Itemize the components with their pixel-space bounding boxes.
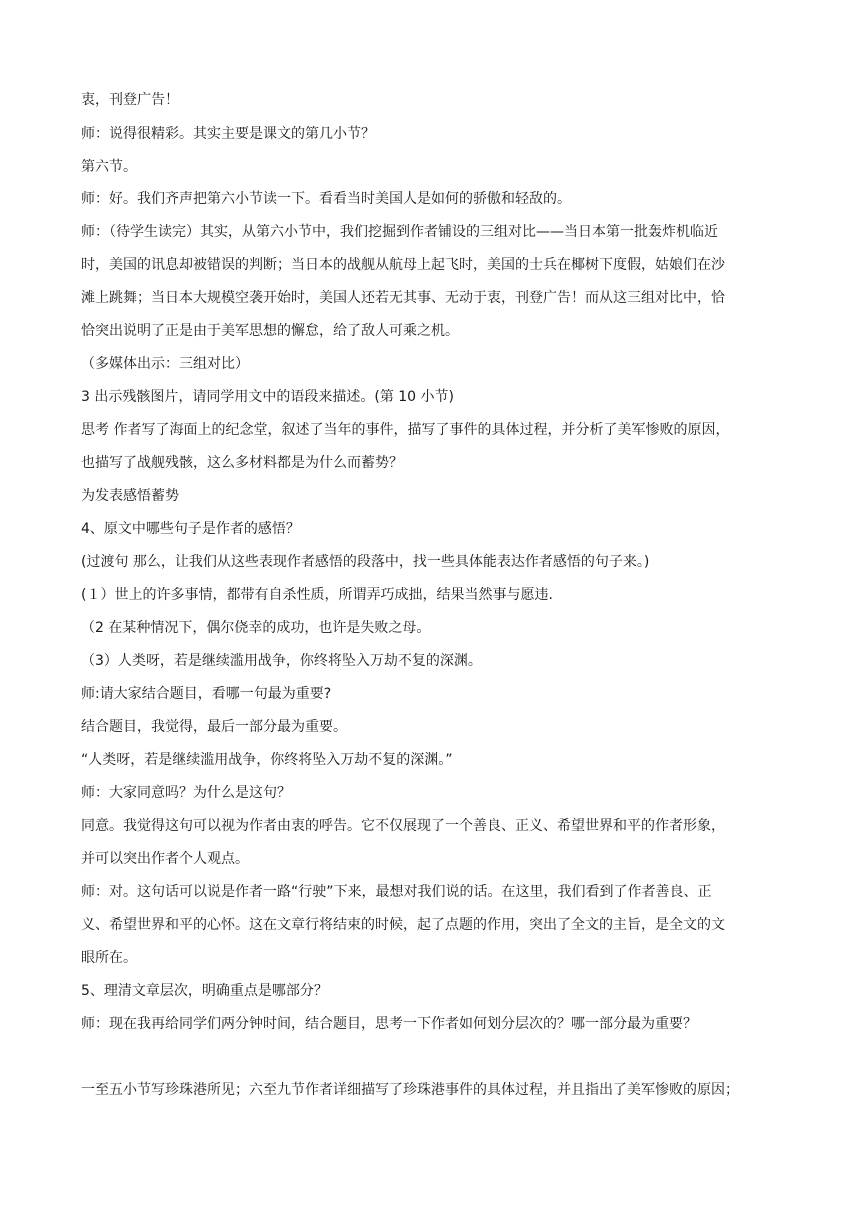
text-line: （3）人类呀，若是继续滥用战争，你终将坠入万劫不复的深渊。 <box>81 653 482 669</box>
text-line: 师：对。这句话可以说是作者一路“行驶”下来，最想对我们说的话。在这里，我们看到了作者善良、正 <box>81 884 712 900</box>
text-line: 师：好。我们齐声把第六小节读一下。看看当时美国人是如何的骄傲和轻敌的。 <box>81 191 571 207</box>
text-line: 时，美国的讯息却被错误的判断；当日本的战舰从航母上起飞时，美国的士兵在椰树下度假，姑娘们在沙 <box>81 257 725 273</box>
text-line: 思考 作者写了海面上的纪念堂，叙述了当年的事件，描写了事件的具体过程，并分析了美军惨败的原因， <box>81 422 730 438</box>
text-line: 5、理清文章层次，明确重点是哪部分？ <box>81 983 328 999</box>
text-line: 师:请大家结合题目，看哪一句最为重要? <box>81 686 332 702</box>
text-line: （多媒体出示：三组对比） <box>81 356 249 372</box>
text-line: 师：（待学生读完）其实，从第六小节中，我们挖掘到作者铺设的三组对比——当日本第一批轰炸机临近 <box>81 224 718 240</box>
text-line: 一至五小节写珍珠港所见；六至九节作者详细描写了珍珠港事件的具体过程，并且指出了美军惨败的原因； <box>81 1082 739 1098</box>
text-line: 师：说得很精彩。其实主要是课文的第几小节？ <box>81 126 375 142</box>
text-line: 并可以突出作者个人观点。 <box>81 851 249 867</box>
text-line: 师：大家同意吗？为什么是这句？ <box>81 785 291 801</box>
text-line: 同意。我觉得这句可以视为作者由衷的呼告。它不仅展现了一个善良、正义、希望世界和平的作者形象， <box>81 818 725 834</box>
text-line: (过渡句 那么，让我们从这些表现作者感悟的段落中，找一些具体能表达作者感悟的句子来。) <box>81 554 650 570</box>
text-line: 恰突出说明了正是由于美军思想的懈怠，给了敌人可乘之机。 <box>81 323 459 339</box>
text-line: (１）世上的许多事情，都带有自杀性质，所谓弄巧成拙，结果当然事与愿违. <box>81 587 553 603</box>
text-line: 滩上跳舞；当日本大规模空袭开始时，美国人还若无其事、无动于衷，刊登广告！而从这三组对比中，恰 <box>81 290 725 306</box>
text-line: 眼所在。 <box>81 950 137 966</box>
text-line: 结合题目，我觉得，最后一部分最为重要。 <box>81 719 347 735</box>
text-line: 义、希望世界和平的心怀。这在文章行将结束的时候，起了点题的作用，突出了全文的主旨，是全文的文 <box>81 917 725 933</box>
text-line: 4、原文中哪些句子是作者的感悟？ <box>81 521 300 537</box>
text-line: 第六节。 <box>81 159 137 175</box>
text-line: 也描写了战舰残骸，这么多材料都是为什么而蓄势？ <box>81 455 403 471</box>
text-line: 3 出示残骸图片，请同学用文中的语段来描述。(第 10 小节) <box>81 389 454 405</box>
text-line: 衷，刊登广告！ <box>81 92 179 108</box>
text-line: 为发表感悟蓄势 <box>81 488 179 504</box>
text-line: （2 在某种情况下，偶尔侥幸的成功，也许是失败之母。 <box>81 620 431 636</box>
text-line: 师：现在我再给同学们两分钟时间，结合题目，思考一下作者如何划分层次的？哪一部分最为重要？ <box>81 1016 697 1032</box>
text-line: “人类呀，若是继续滥用战争，你终将坠入万劫不复的深渊。” <box>81 752 453 768</box>
